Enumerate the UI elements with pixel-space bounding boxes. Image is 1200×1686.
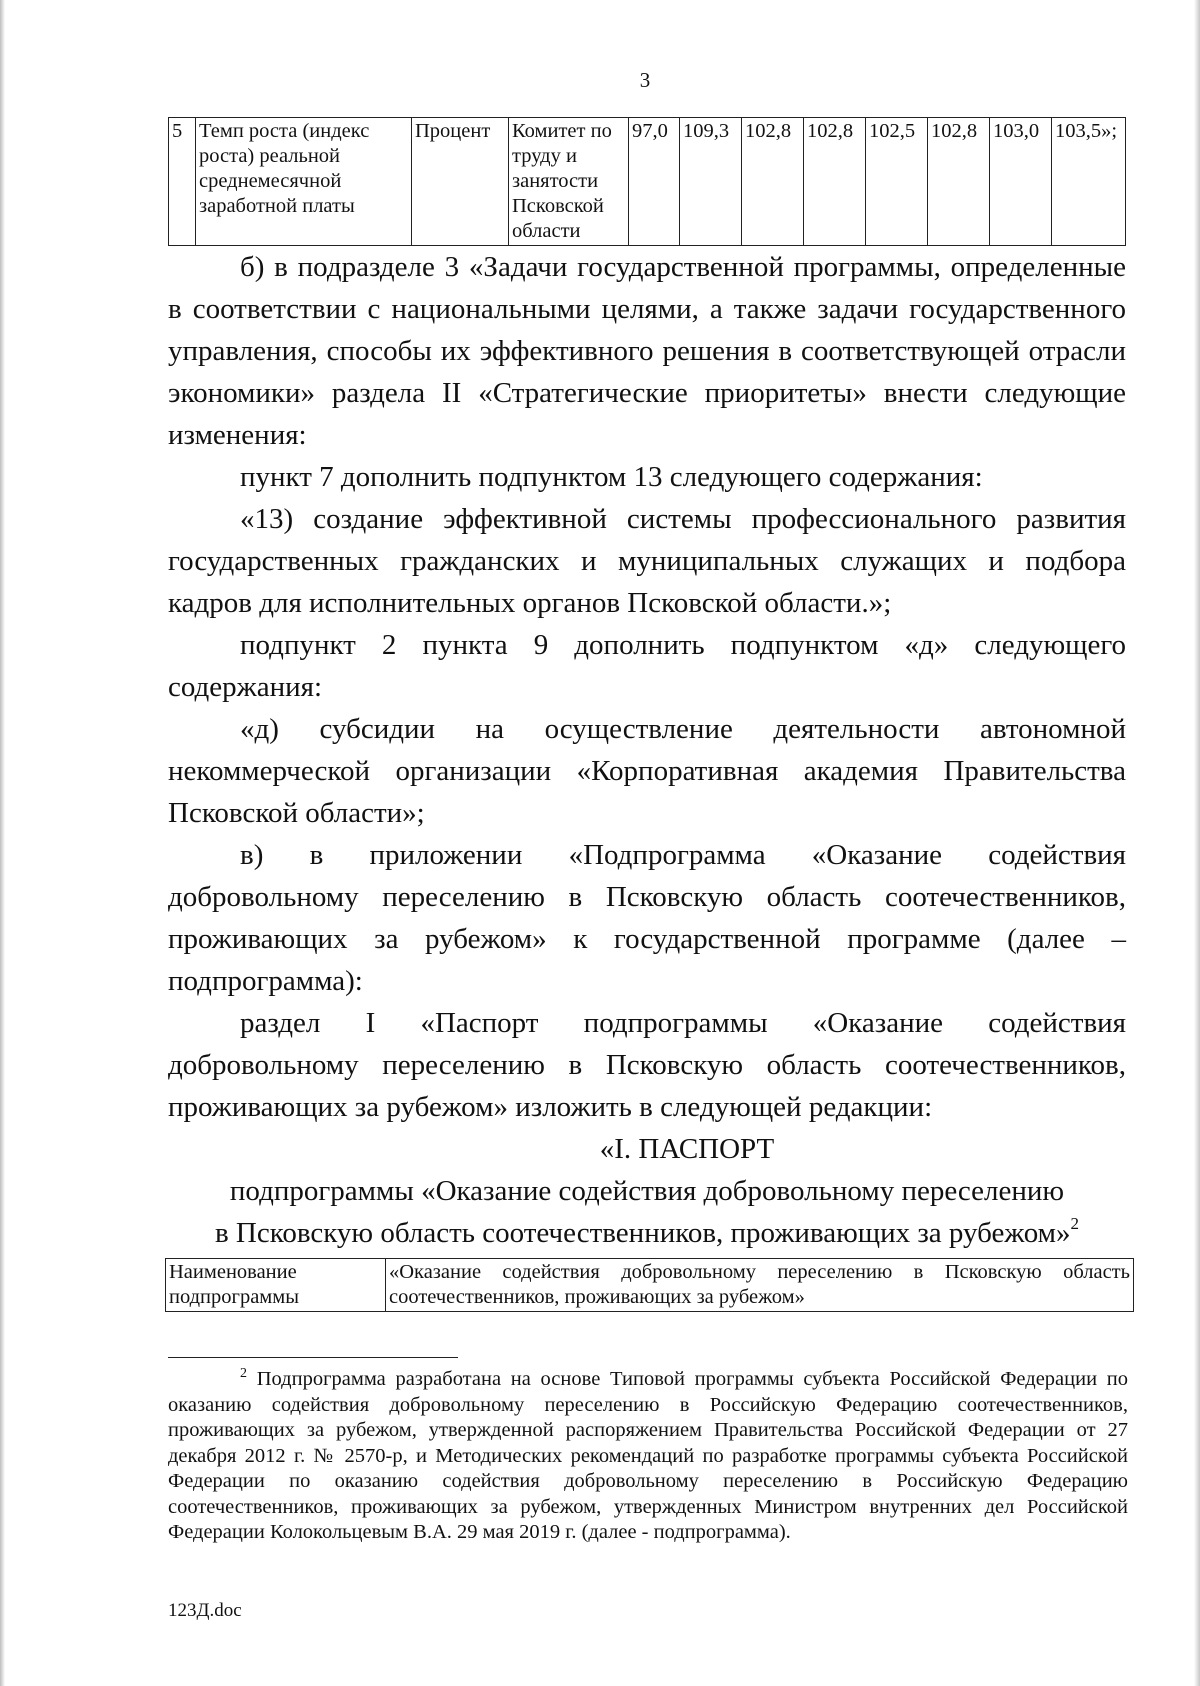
scan-edge-right [1194, 0, 1200, 1686]
table-row [166, 1259, 1134, 1312]
indicator-value: 102,8 [928, 118, 990, 246]
indicator-value: 103,0 [990, 118, 1052, 246]
passport-table [165, 1258, 1134, 1312]
indicator-responsible: Комитет по труду и занятости Псковской области [509, 118, 629, 246]
indicator-value: 103,5»; [1052, 118, 1126, 246]
page-number: 3 [639, 68, 651, 92]
file-name: 123Д.doc [168, 1600, 242, 1621]
paragraph-b: б) в подразделе 3 «Задачи государственной программы, определенные в соответствии с национальными целями, а также задачи государственного управления, способы их эффективного решения в соответствующей отрасли экономики» раздела II «Стратегические приоритеты» внести следующие изменения: [168, 251, 1126, 451]
footnote [168, 1367, 1128, 1546]
document-body [168, 117, 1130, 1312]
indicator-name: Темп роста (индекс роста) реальной среднемесячной заработной платы [196, 118, 412, 246]
indicator-table [168, 117, 1126, 246]
indicator-value: 109,3 [680, 118, 742, 246]
footnote-text: Подпрограмма разработана на основе Типовой программы субъекта Российской Федерации по оказанию содействия добровольному переселению в Российскую Федерацию соотечественников, проживающих за рубежом, утвержденной распоряжением Правительства Российской Федерации от 27 декабря 2012 г. № 2570-р, и Методических рекомендаций по разработке программы субъекта Российской Федерации по оказанию содействия добровольному переселению в Российскую Федерацию соотечественников, проживающих за рубежом, утвержденных Министром внутренних дел Российской Федерации Колокольцевым В.А. 29 мая 2019 г. (далее - подпрограмма). [168, 1368, 1128, 1543]
footnote-mark: 2 [240, 1366, 247, 1381]
footnote-reference: 2 [1070, 1214, 1080, 1233]
table-row [169, 118, 1126, 246]
paragraph-item-9: подпункт 2 пункта 9 дополнить подпунктом «д» следующего содержания: [168, 629, 1126, 703]
paragraph-v: в) в приложении «Подпрограмма «Оказание содействия добровольному переселению в Псковскую область соотечественников, проживающих за рубежом» к государственной программе (далее – подпрограмма): [168, 839, 1126, 997]
indicator-value: 102,5 [866, 118, 928, 246]
indicator-value: 102,8 [804, 118, 866, 246]
passport-title: «I. ПАСПОРТ [599, 1133, 775, 1165]
passport-subtitle-line1: подпрограммы «Оказание содействия добровольному переселению [229, 1175, 1065, 1207]
indicator-value: 97,0 [629, 118, 680, 246]
scan-edge-left [0, 0, 5, 1686]
paragraph-section-i: раздел I «Паспорт подпрограммы «Оказание содействия добровольному переселению в Псковскую область соотечественников, проживающих за рубежом» изложить в следующей редакции: [168, 1007, 1126, 1123]
paragraph-item-7: пункт 7 дополнить подпунктом 13 следующего содержания: [240, 461, 983, 493]
passport-subtitle-line2: в Псковскую область соотечественников, проживающих за рубежом»$^2$ [214, 1214, 1080, 1249]
indicator-unit: Процент [412, 118, 509, 246]
passport-row-value: «Оказание содействия добровольному переселению в Псковскую область соотечественников, проживающих за рубежом» [386, 1259, 1134, 1312]
row-number: 5 [169, 118, 196, 246]
indicator-value: 102,8 [742, 118, 804, 246]
paragraph-subitem-d: «д) субсидии на осуществление деятельности автономной некоммерческой организации «Корпоративная академия Правительства Псковской области»; [168, 713, 1126, 829]
paragraph-subitem-13: «13) создание эффективной системы профессионального развития государственных гражданских и муниципальных служащих и подбора кадров для исполнительных органов Псковской области.»; [168, 503, 1126, 619]
footnote-separator [168, 1357, 458, 1358]
passport-row-label: Наименование подпрограммы [166, 1259, 386, 1312]
